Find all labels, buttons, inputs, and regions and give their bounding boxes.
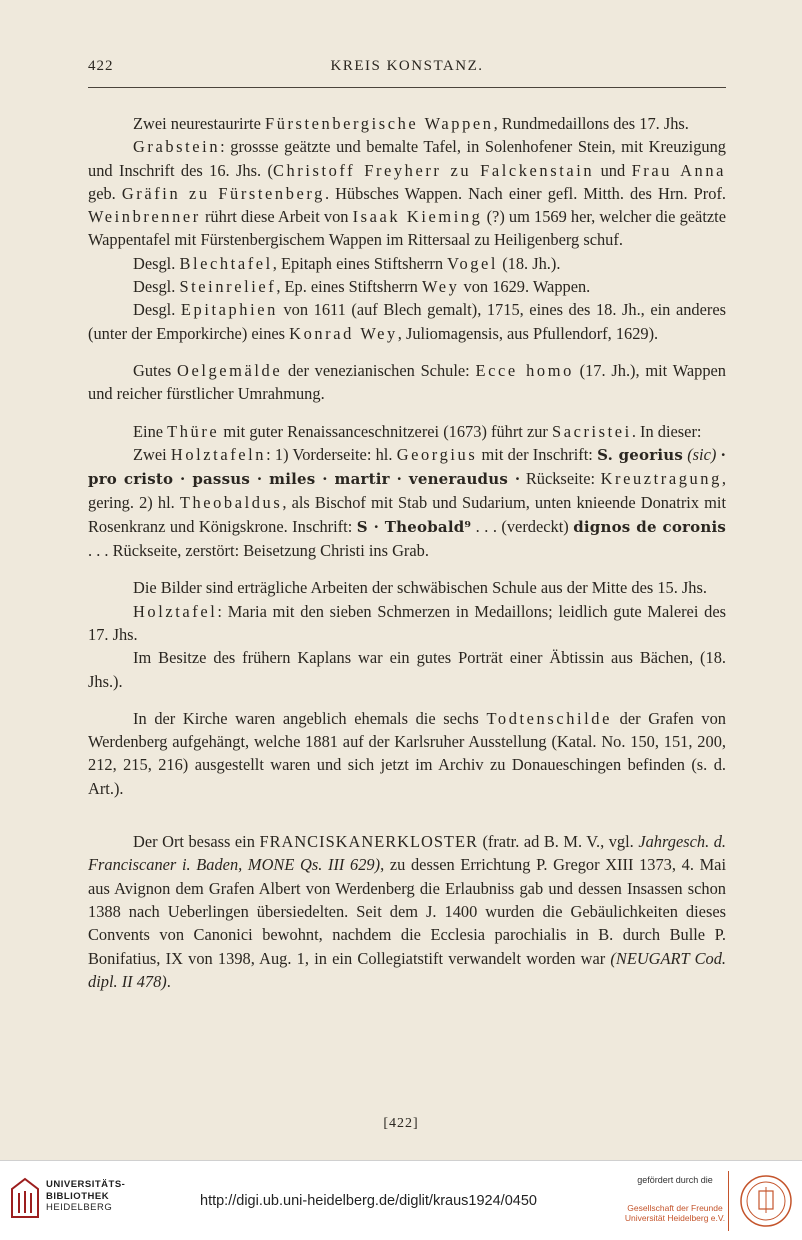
- header-rule: [88, 87, 726, 88]
- paragraph-bilder: Die Bilder sind erträgliche Arbeiten der schwäbischen Schule aus der Mitte des 15. Jhs.: [133, 578, 707, 598]
- bracketed-page-number: [422]: [383, 1116, 419, 1131]
- paragraph-wappen: Zwei neurestaurirte Fürstenbergische Wappen, Rundmedaillons des 17. Jhs.: [133, 114, 689, 133]
- paragraph-holztafeln: Zwei Holztafeln: 1) Vorderseite: hl. Georgius mit der Inschrift: S. georius (sic) · pro cristo · passus · miles · martir · veneraudus · Rückseite: Kreuztragung, gering. 2) hl. Theobaldus, als Bischof mit Stab und Sudarium, unten knieende Donatrix mit Rosenkranz und Königskrone. Inschrift: S · Theobald⁹ . . . (verdeckt) dignos de coronis . . . Rückseite, zerstört: Beisetzung Christi ins Grab.: [88, 444, 727, 561]
- paragraph-todtenschilde: In der Kirche waren angeblich ehemals die sechs Todtenschilde der Grafen von Werdenberg aufgehängt, welche 1881 auf der Karlsruher Ausstellung (Katal. No. 150, 151, 200, 212, 215, 216) ausgestellt waren und sich jetzt im Archiv zu Donaueschingen befinden (s. d. Art.).: [88, 708, 726, 798]
- paragraph-holztafel: Holztafel: Maria mit den sieben Schmerzen in Medaillons; leidlich gute Malerei des 17. Jhs.: [88, 601, 726, 644]
- permalink-url[interactable]: http://digi.ub.uni-heidelberg.de/diglit/kraus1924/0450: [200, 1193, 537, 1209]
- funder-block: gefördert durch die Gesellschaft der Freunde Universität Heidelberg e.V.: [624, 1175, 726, 1223]
- paragraph-grabstein: Grabstein: grossse geätzte und bemalte Tafel, in Solenhofener Stein, mit Kreuzigung und Inschrift des 16. Jhs. (Christoff Freyherr zu Falckenstain und Frau Anna geb. Gräfin zu Fürstenberg. Hübsches Wappen. Nach einer gefl. Mitth. des Hrn. Prof. Weinbrenner rührt diese Arbeit von Isaak Kieming (?) um 1569 her, welcher die geätzte Wappentafel mit Fürstenbergischem Wappen im Rittersaal zu Heiligenberg schuf.: [88, 137, 727, 250]
- body-text: [88, 112, 726, 993]
- paragraph-oelgemaelde: Gutes Oelgemälde der venezianischen Schule: Ecce homo (17. Jh.), mit Wappen und reicher fürstlicher Umrahmung.: [88, 360, 726, 404]
- paragraph-blechtafel: Desgl. Blechtafel, Epitaph eines Stiftsherrn Vogel (18. Jh.).: [133, 253, 561, 273]
- paragraph-franciskanerkloster: Der Ort besass ein FRANCISKANERKLOSTER (fratr. ad B. M. V., vgl. Jahrgesch. d. Franciscaner i. Baden, MONE Qs. III 629), zu dessen Errichtung P. Gregor XIII 1373, 4. Mai aus Avignon dem Grafen Albert von Werdenberg die Erlaubniss gab und dessen Insassen schon 1388 nach Ueberlingen übersiedelten. Seit dem J. 1400 wurden die Gebäulichkeiten dieses Convents von Canonici bewohnt, nachdem die Ecclesia parochialis in B. durch Bulle P. Bonifatius, IX von 1398, Aug. 1, in ein Collegiatstift verwandelt worden war (NEUGART Cod. dipl. II 478).: [88, 832, 727, 991]
- running-head: [88, 58, 726, 82]
- blackletter-inscription: S. georius: [597, 445, 683, 464]
- funder-divider: [728, 1171, 729, 1231]
- paragraph-steinrelief: Desgl. Steinrelief, Ep. eines Stiftsherrn Wey von 1629. Wappen.: [133, 277, 591, 297]
- paragraph-epitaphien: Desgl. Epitaphien von 1611 (auf Blech gemalt), 1715, eines des 18. Jh., ein anderes (unter der Emporkirche) eines Konrad Wey, Juliomagensis, aus Pfullendorf, 1629).: [88, 300, 726, 343]
- page-title: KREIS KONSTANZ.: [330, 58, 484, 74]
- library-logo-icon: [10, 1177, 40, 1219]
- footer-bar: [0, 1160, 802, 1240]
- paragraph-portraet: Im Besitze des frühern Kaplans war ein gutes Porträt einer Äbtissin aus Bächen, (18. Jhs.).: [88, 648, 726, 691]
- library-name: UNIVERSITÄTS- BIBLIOTHEK HEIDELBERG: [46, 1179, 126, 1213]
- paragraph-thuere: Eine Thüre mit guter Renaissanceschnitzerei (1673) führt zur Sacristei. In dieser:: [133, 421, 702, 441]
- page-number: 422: [88, 58, 114, 74]
- university-seal-icon: [738, 1173, 794, 1229]
